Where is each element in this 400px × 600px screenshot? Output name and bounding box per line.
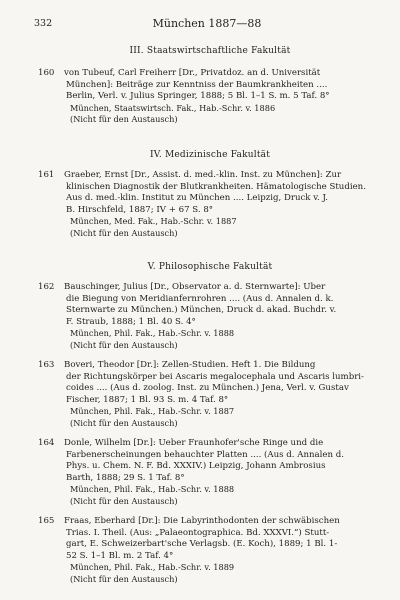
entry-number: 162	[38, 282, 55, 292]
entry-line: (Nicht für den Austausch)	[70, 417, 178, 428]
entry-line: B. Hirschfeld, 1887; IV + 67 S. 8°	[66, 204, 214, 215]
entry-line: Barth, 1888; 29 S. 1 Taf. 8°	[66, 472, 185, 483]
bibliography-entry	[38, 282, 384, 352]
entry-line: Farbenerscheinungen behauchter Platten .... (Aus d. Annalen d.	[66, 449, 344, 460]
entry-number: 160	[38, 68, 55, 78]
page-number: 332	[34, 18, 53, 29]
entry-line: München]: Beiträge zur Kenntniss der Baumkrankheiten ....	[66, 79, 328, 90]
bibliography-entry	[38, 68, 384, 126]
entry-line: 52 S. 1–1 Bl. m. 2 Taf. 4°	[66, 550, 174, 561]
bibliography-entry	[38, 438, 384, 508]
section-heading: III. Staatswirtschaftliche Fakultät	[129, 46, 291, 56]
bibliography-entry	[38, 170, 384, 240]
section-heading: IV. Medizinische Fakultät	[149, 150, 271, 160]
entry-line: München, Phil. Fak., Hab.-Schr. v. 1889	[70, 562, 235, 573]
entry-line: die Biegung von Meridianfernrohren .... (Aus d. Annalen d. k.	[66, 293, 334, 304]
bibliography-entry	[38, 516, 384, 586]
entry-line: München, Phil. Fak., Hab.-Schr. v. 1888	[70, 328, 235, 339]
entry-line: München, Staatswirtsch. Fak., Hab.-Schr. v. 1886	[70, 102, 276, 113]
entry-line: Boveri, Theodor [Dr.]: Zellen-Studien. Heft 1. Die Bildung	[64, 360, 316, 370]
entry-line: (Nicht für den Austausch)	[70, 227, 178, 238]
entry-line: klinischen Diagnostik der Blutkrankheiten. Hämatologische Studien.	[66, 181, 366, 192]
entry-line: gart, E. Schweizerbart'sche Verlagsb. (E. Koch), 1889; 1 Bl. 1-	[66, 539, 338, 550]
entry-line: Berlin, Verl. v. Julius Springer, 1888; 5 Bl. 1–1 S. m. 5 Taf. 8°	[66, 91, 330, 102]
entry-line: (Nicht für den Austausch)	[70, 114, 178, 125]
entry-number: 165	[38, 516, 55, 526]
entry-line: coides .... (Aus d. zoolog. Inst. zu München.) Jena, Verl. v. Gustav	[66, 383, 349, 394]
page-header	[34, 18, 380, 34]
entry-number: 164	[38, 438, 55, 448]
entry-line: F. Straub, 1888; 1 Bl. 40 S. 4°	[66, 316, 196, 327]
entry-number: 161	[38, 170, 55, 180]
entry-line: Sternwarte zu München.) München, Druck d. akad. Buchdr. v.	[66, 305, 337, 316]
entry-line: Graeber, Ernst [Dr., Assist. d. med.-klin. Inst. zu München]: Zur	[64, 170, 342, 180]
section-heading: V. Philosophische Fakultät	[147, 262, 273, 272]
entry-line: der Richtungskörper bei Ascaris megalocephala und Ascaris lumbri-	[66, 371, 364, 382]
entry-line: (Nicht für den Austausch)	[70, 339, 178, 350]
entry-line: München, Med. Fak., Hab.-Schr. v. 1887	[70, 216, 237, 227]
entry-line: Bauschinger, Julius [Dr., Observator a. d. Sternwarte]: Über	[64, 282, 326, 292]
bibliography-entry	[38, 360, 384, 430]
page-title: München 1887—88	[152, 17, 262, 30]
entry-line: Donle, Wilhelm [Dr.]: Ueber Fraunhofer'sche Ringe und die	[64, 438, 324, 448]
entry-line: Phys. u. Chem. N. F. Bd. XXXIV.) Leipzig, Johann Ambrosius	[66, 461, 326, 472]
entry-line: München, Phil. Fak., Hab.-Schr. v. 1888	[70, 484, 235, 495]
entry-line: (Nicht für den Austausch)	[70, 573, 178, 584]
entry-line: München, Phil. Fak., Hab.-Schr. v. 1887	[70, 406, 235, 417]
entry-line: Fischer, 1887; 1 Bl. 93 S. m. 4 Taf. 8°	[66, 394, 229, 405]
entry-number: 163	[38, 360, 55, 370]
entry-line: von Tubeuf, Carl Freiherr [Dr., Privatdoz. an d. Universität	[64, 68, 321, 78]
entry-line: (Nicht für den Austausch)	[70, 495, 178, 506]
entry-line: Fraas, Eberhard [Dr.]: Die Labyrinthodonten der schwäbischen	[64, 516, 340, 526]
entry-line: Aus d. med.-klin. Institut zu München .... Leipzig, Druck v. J.	[66, 193, 329, 204]
entry-line: Trias. I. Theil. (Aus: „Palaeontographica. Bd. XXXVI.“) Stutt-	[66, 527, 330, 538]
